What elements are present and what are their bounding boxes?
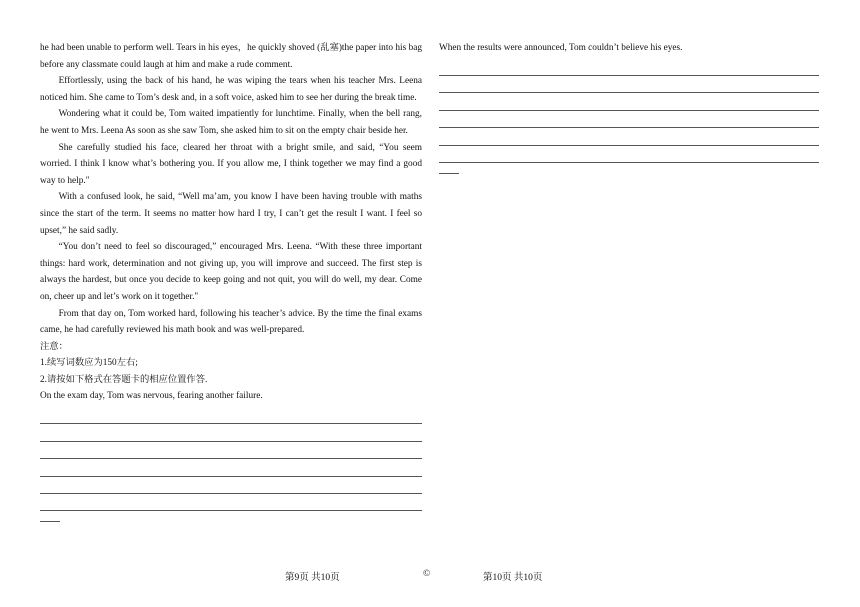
- answer-line[interactable]: [439, 76, 819, 93]
- page-number-right: 第10页 共10页: [483, 573, 543, 583]
- story-paragraph: Wondering what it could be, Tom waited impatiently for lunchtime. Finally, when the bell rang, he went to Mrs. Leena As soon as she saw Tom, she asked him to sit on the empty chair beside her.: [40, 109, 422, 136]
- left-column: [40, 40, 422, 522]
- note-item: 2.请按如下格式在答题卡的相应位置作答.: [40, 374, 208, 385]
- copyright-mark: ©: [423, 569, 431, 579]
- answer-lines[interactable]: [40, 407, 422, 522]
- story-paragraph: “You don’t need to feel so discouraged,” encouraged Mrs. Leena. “With these three important things: hard work, determination and not giving up, you will improve and succeed. The first step is always the hardest, but once you decide to keep going and not quit, you will do well, my dear. Come on, cheer up and let’s work on it together.": [40, 242, 422, 302]
- answer-line[interactable]: [439, 111, 819, 128]
- story-paragraph: With a confused look, he said, “Well ma’am, you know I have been having trouble with maths since the start of the term. It seems no matter how hard I try, I can’t get the result I want. I feel so upset,” he said sadly.: [40, 192, 422, 236]
- story-paragraph: he had been unable to perform well. Tears in his eyes，he quickly shoved (乱塞)the paper into his bag before any classmate could laugh at him and make a rude comment.: [40, 43, 422, 70]
- answer-line[interactable]: [40, 494, 422, 511]
- answer-line[interactable]: [439, 146, 819, 163]
- page-number-left: 第9页 共10页: [285, 573, 340, 583]
- answer-line[interactable]: [40, 407, 422, 424]
- answer-lines[interactable]: [439, 59, 819, 174]
- answer-line[interactable]: [40, 459, 422, 476]
- answer-line[interactable]: [439, 128, 819, 145]
- writing-prompt: When the results were announced, Tom couldn’t believe his eyes.: [439, 43, 683, 53]
- answer-line[interactable]: [439, 93, 819, 110]
- note-title: 注意：: [40, 341, 68, 352]
- note-item: 1.续写词数应为150左右;: [40, 358, 138, 369]
- answer-line[interactable]: [40, 424, 422, 441]
- answer-line[interactable]: [439, 59, 819, 76]
- answer-line[interactable]: [40, 442, 422, 459]
- right-column: [439, 40, 819, 174]
- story-paragraph: She carefully studied his face, cleared her throat with a bright smile, and said, “You seem worried. I think I know what’s bothering you. If you allow me, I think together we may find a good way to help.": [40, 142, 422, 186]
- answer-line[interactable]: [40, 477, 422, 494]
- story-paragraph: Effortlessly, using the back of his hand, he was wiping the tears when his teacher Mrs. Leena noticed him. She came to Tom’s desk and, in a soft voice, asked him to see her during the break time.: [40, 76, 422, 103]
- writing-prompt: On the exam day, Tom was nervous, fearing another failure.: [40, 391, 263, 402]
- answer-line-end[interactable]: [439, 163, 459, 174]
- story-paragraph: From that day on, Tom worked hard, following his teacher’s advice. By the time the final exams came, he had carefully reviewed his math book and was well-prepared.: [40, 308, 422, 336]
- answer-line-end[interactable]: [40, 511, 60, 522]
